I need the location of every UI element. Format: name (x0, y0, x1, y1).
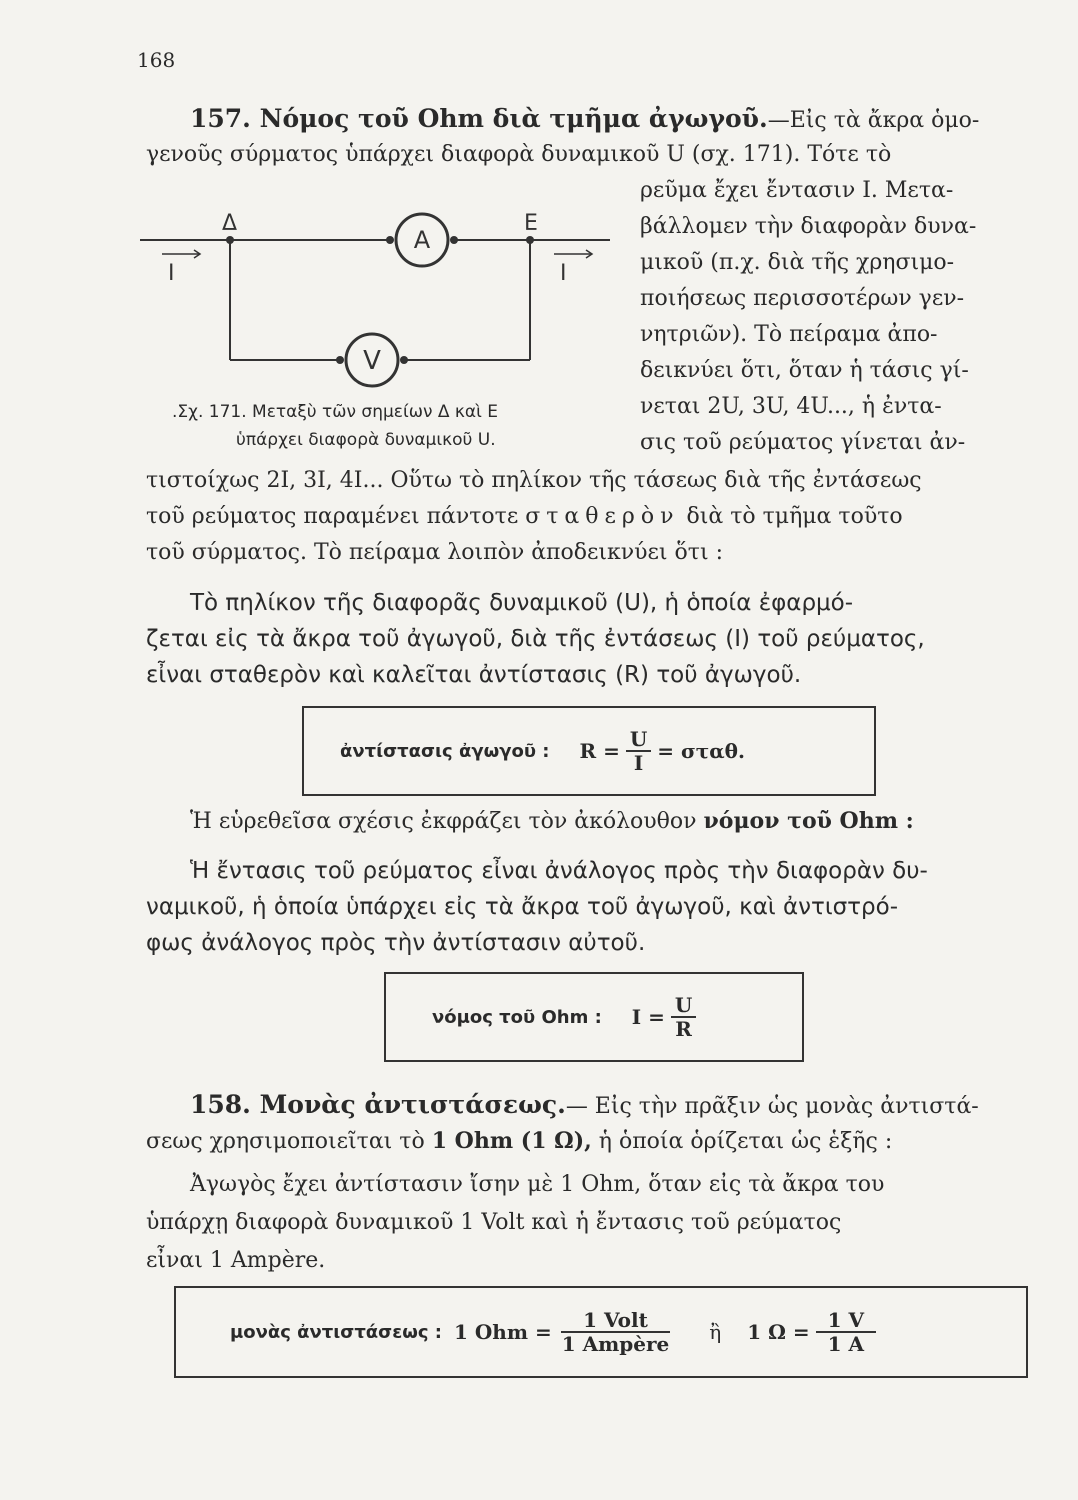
formula-lhs: R = (579, 739, 620, 763)
formula-unit (230, 1300, 882, 1364)
text-fragment: ἡ ὁποία ὁρίζεται ὡς ἑξῆς : (591, 1129, 893, 1154)
text-line-constant (146, 504, 903, 529)
definition-line: Τὸ πηλίκον τῆς διαφορᾶς δυναμικοῦ (U), ἡ ὁποία ἐφαρμό- (190, 590, 854, 616)
text-line: γενοῦς σύρματος ὑπάρχει διαφορὰ δυναμικοῦ U (σχ. 171). Τότε τὸ (146, 142, 892, 167)
voltmeter-label: V (363, 346, 381, 376)
section-157-first-line (190, 104, 979, 133)
text-line: τιστοίχως 2I, 3I, 4I... Οὕτω τὸ πηλίκον τῆς τάσεως διὰ τῆς ἐντάσεως (146, 468, 922, 493)
circuit-figure (140, 200, 630, 390)
spaced-word: σταθερὸν (525, 504, 680, 529)
text-line: δεικνύει ὅτι, ὅταν ἡ τάσις γί- (640, 358, 969, 383)
text-fragment: διὰ τὸ τμῆμα τοῦτο (679, 504, 903, 529)
ohm-intro-line (190, 808, 914, 834)
label-current-left: I (168, 261, 175, 286)
figure-caption-line1: .Σχ. 171. Μεταξὺ τῶν σημείων Δ καὶ Ε (172, 402, 499, 422)
text-fragment: τοῦ ρεύματος παραμένει πάντοτε (146, 504, 526, 529)
formula-lhs: I = (631, 1005, 665, 1029)
fraction-volt-over-ampere (558, 1309, 674, 1355)
or-word: ἢ (709, 1320, 722, 1344)
numerator: U (626, 728, 651, 752)
text-line: ποιήσεως περισσοτέρων γεν- (640, 286, 965, 311)
numerator: 1 Volt (561, 1309, 670, 1333)
ohm-law-line: ναμικοῦ, ἡ ὁποία ὑπάρχει εἰς τὰ ἄκρα τοῦ ἀγωγοῦ, καὶ ἀντιστρό- (146, 894, 899, 920)
fraction-v-over-a (816, 1309, 876, 1355)
section-158-body-line: Ἀγωγὸς ἔχει ἀντίστασιν ἴσην μὲ 1 Ohm, ὅταν εἰς τὰ ἄκρα του (190, 1172, 885, 1197)
ohm-intro-bold: νόμον τοῦ Ohm : (703, 808, 914, 834)
formula-lhs: 1 Ohm = (454, 1320, 552, 1344)
section-158-first-line (190, 1090, 979, 1119)
formula-rhs: = σταθ. (657, 739, 745, 763)
circuit-diagram (140, 200, 630, 390)
formula-label: ἀντίστασις ἀγωγοῦ : (340, 740, 550, 762)
formula-label: νόμος τοῦ Ohm : (432, 1006, 602, 1028)
denominator: I (633, 751, 644, 775)
ammeter-terminal-right (450, 236, 458, 244)
section-158-second-line (146, 1128, 892, 1154)
ammeter-terminal-left (386, 236, 394, 244)
fraction-u-over-i (626, 728, 651, 774)
ammeter-label: A (413, 226, 431, 254)
section-158-body-line: ὑπάρχῃ διαφορὰ δυναμικοῦ 1 Volt καὶ ἡ ἔντασις τοῦ ρεύματος (146, 1210, 842, 1235)
node-e (526, 236, 534, 244)
page-number: 168 (137, 48, 176, 72)
section-158-line1-tail: — Εἰς τὴν πρᾶξιν ὡς μονὰς ἀντιστά- (565, 1094, 979, 1119)
text-fragment: σεως χρησιμοποιεῖται τὸ (146, 1129, 432, 1154)
section-157-heading: 157. Νόμος τοῦ Ohm διὰ τμῆμα ἀγωγοῦ. (190, 104, 768, 133)
ohm-intro-text: Ἡ εὑρεθεῖσα σχέσις ἐκφράζει τὸν ἀκόλουθον (190, 809, 697, 834)
formula-ohm (432, 986, 702, 1048)
formula-label: μονὰς ἀντιστάσεως : (230, 1321, 442, 1343)
denominator: 1 Ampère (561, 1332, 670, 1356)
section-158-heading: 158. Μονὰς ἀντιστάσεως. (190, 1090, 566, 1119)
figure-caption-line2: ὑπάρχει διαφορὰ δυναμικοῦ U. (236, 430, 496, 450)
numerator: U (671, 994, 696, 1018)
text-line: σις τοῦ ρεύματος γίνεται ἀν- (640, 430, 966, 455)
section-157-line1-tail: —Εἰς τὰ ἄκρα ὁμο- (767, 108, 980, 133)
voltmeter-terminal-right (400, 356, 408, 364)
voltmeter-terminal-left (336, 356, 344, 364)
denominator: R (675, 1017, 692, 1041)
numerator: 1 V (816, 1309, 876, 1333)
label-delta: Δ (222, 211, 238, 236)
denominator: 1 A (827, 1332, 865, 1356)
text-line: τοῦ σύρματος. Τὸ πείραμα λοιπὸν ἀποδεικνύει ὅτι : (146, 540, 723, 565)
definition-line: εἶναι σταθερὸν καὶ καλεῖται ἀντίστασις (R) τοῦ ἀγωγοῦ. (146, 662, 802, 688)
ohm-law-line: φως ἀνάλογος πρὸς τὴν ἀντίστασιν αὐτοῦ. (146, 930, 646, 956)
text-line: βάλλομεν τὴν διαφορὰν δυνα- (640, 214, 977, 239)
definition-line: ζεται εἰς τὰ ἄκρα τοῦ ἀγωγοῦ, διὰ τῆς ἐντάσεως (I) τοῦ ρεύματος, (146, 626, 925, 652)
label-current-right: I (560, 261, 567, 286)
text-line: μικοῦ (π.χ. διὰ τῆς χρησιμο- (640, 250, 955, 275)
formula-resistance (340, 720, 745, 782)
text-line: ρεῦμα ἔχει ἔντασιν I. Μετα- (640, 178, 954, 203)
formula-lhs2: 1 Ω = (747, 1320, 810, 1344)
section-158-body-line: εἶναι 1 Ampère. (146, 1248, 326, 1273)
text-line: νητριῶν). Τὸ πείραμα ἀπο- (640, 322, 938, 347)
fraction-u-over-r (671, 994, 696, 1040)
ohm-law-line: Ἡ ἔντασις τοῦ ρεύματος εἶναι ἀνάλογος πρὸς τὴν διαφορὰν δυ- (190, 858, 928, 884)
text-line: νεται 2U, 3U, 4U..., ἡ ἐντα- (640, 394, 942, 419)
unit-bold: 1 Ohm (1 Ω), (431, 1128, 592, 1154)
node-delta (226, 236, 234, 244)
label-e: Ε (524, 211, 538, 236)
